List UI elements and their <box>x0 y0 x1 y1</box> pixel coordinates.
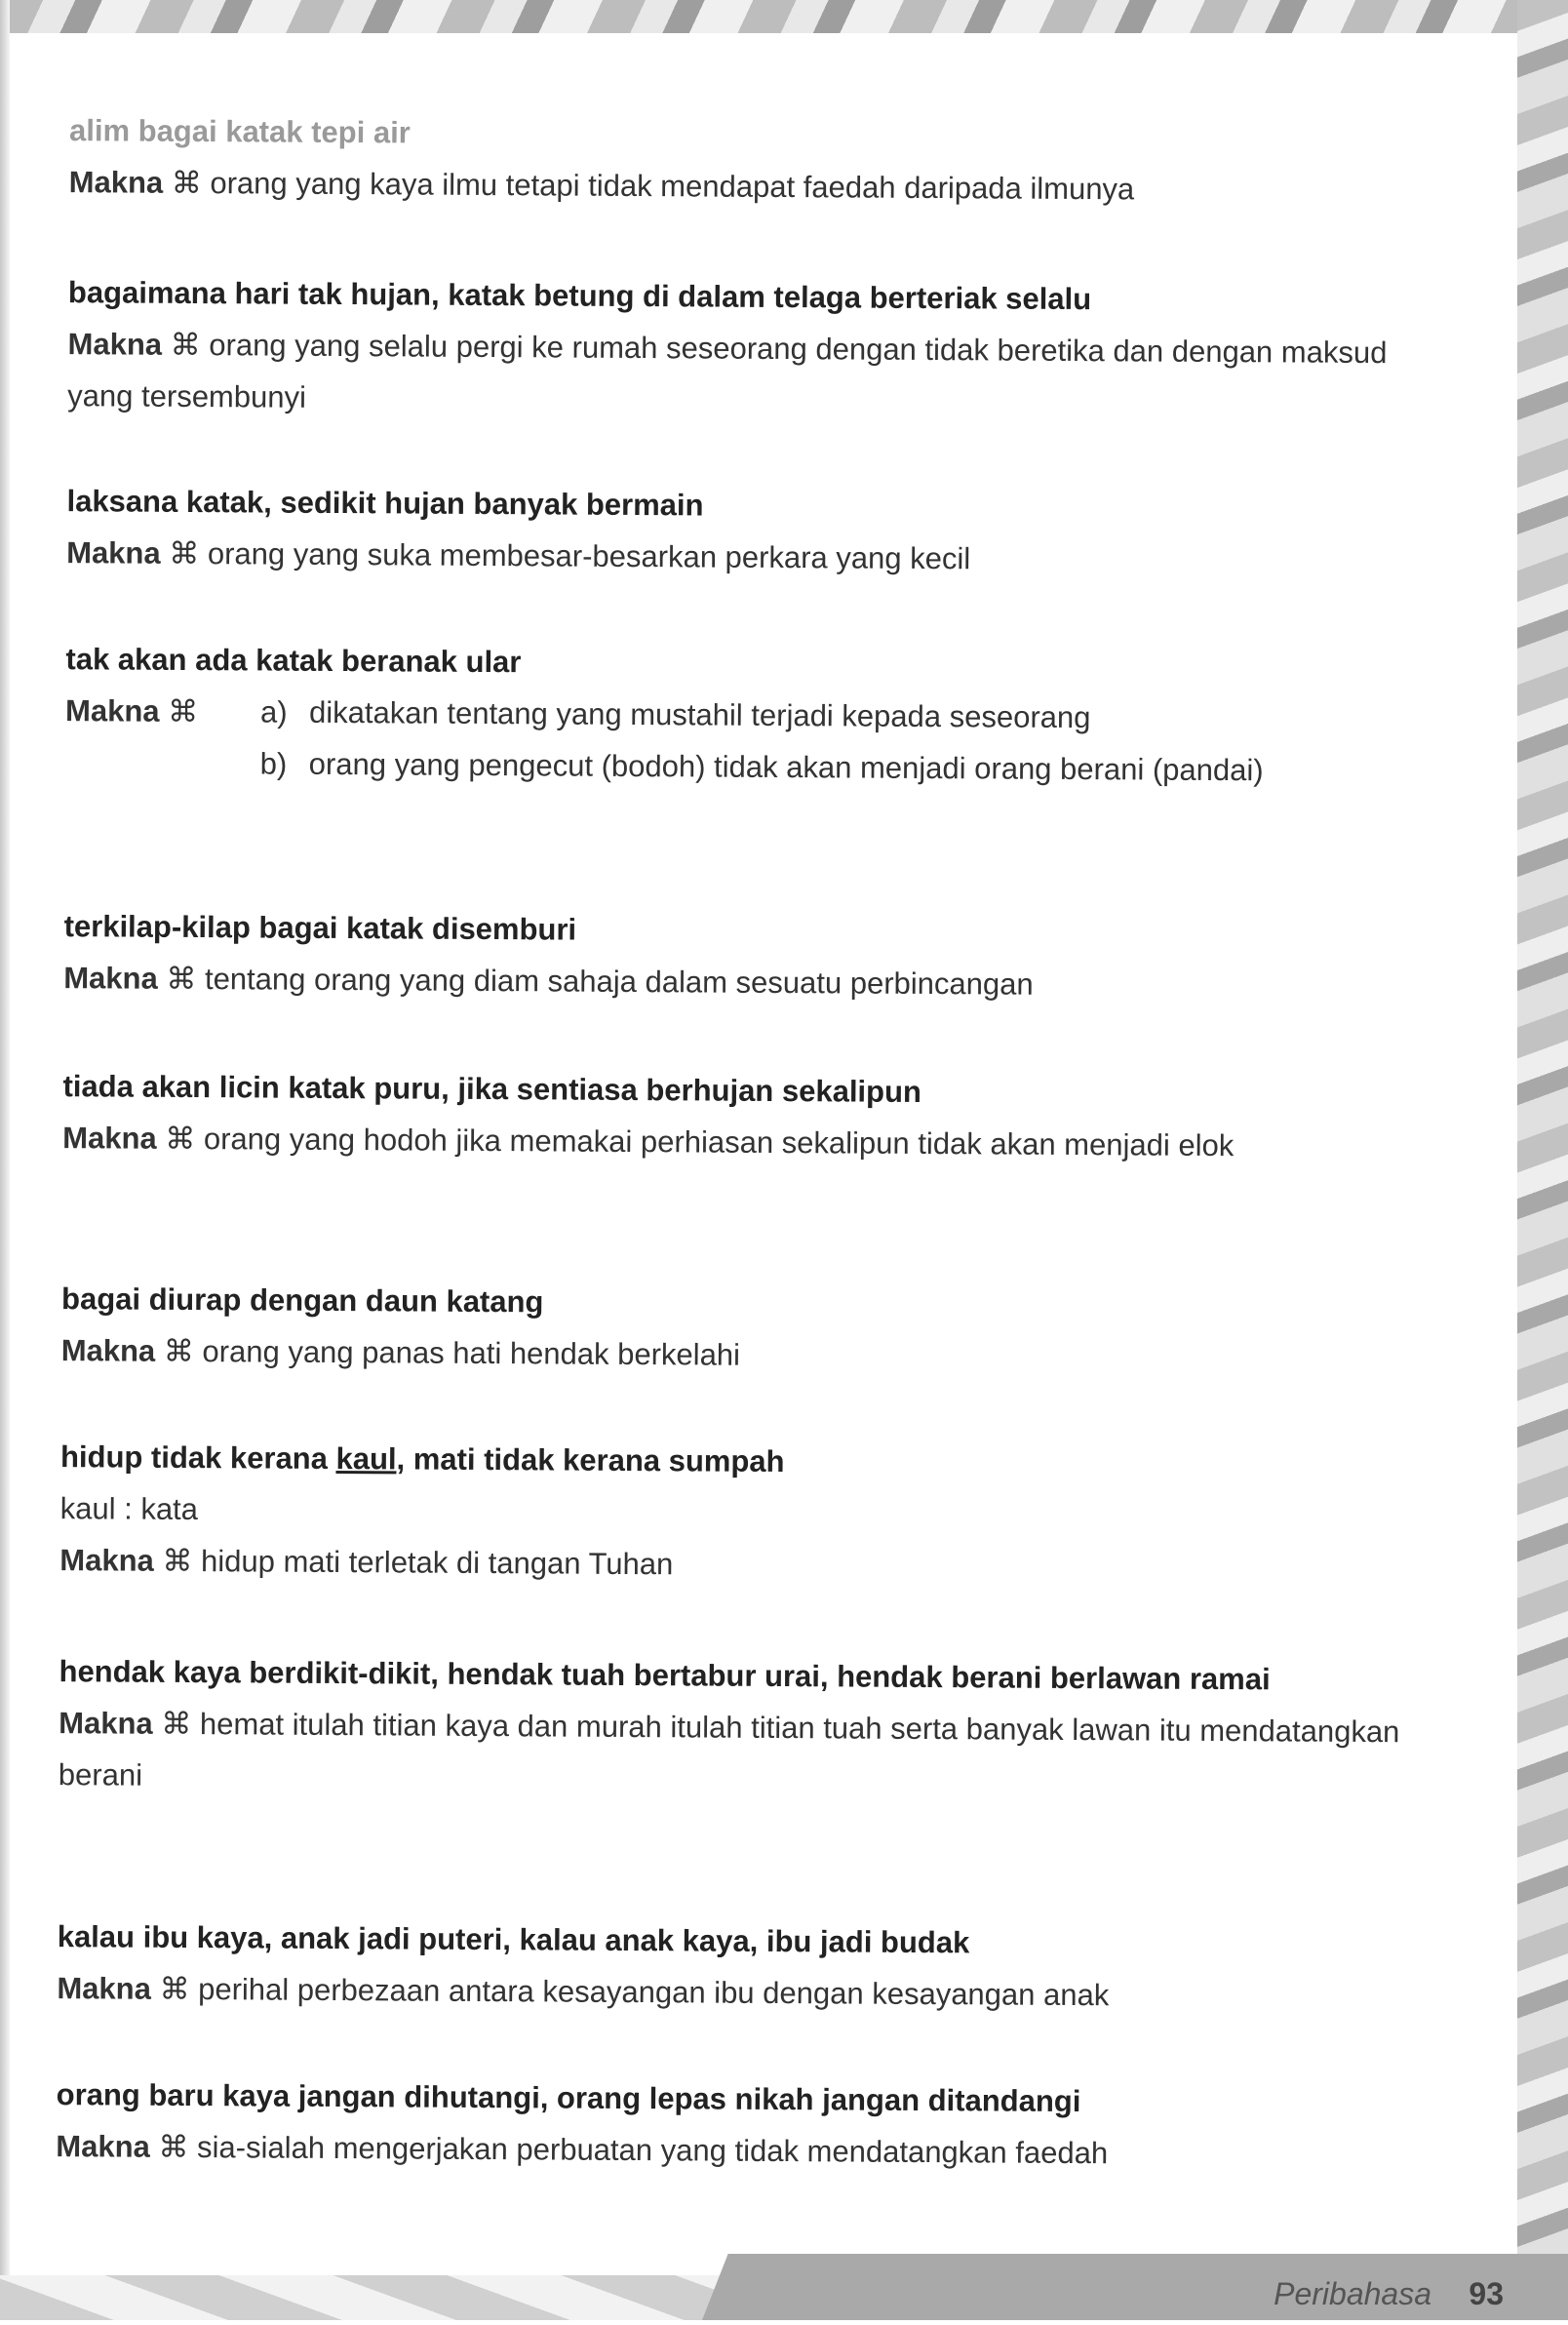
proverb-meaning <box>63 952 1429 1012</box>
proverb-meaning <box>62 1112 1428 1172</box>
proverb-heading: tak akan ada katak beranak ular <box>65 642 522 680</box>
makna-label: Makna <box>56 2129 150 2164</box>
command-symbol-icon: ⌘ <box>161 1706 192 1742</box>
command-symbol-icon: ⌘ <box>166 961 197 997</box>
meaning-item <box>260 737 1431 797</box>
heading-part: hidup tidak kerana <box>59 1439 336 1476</box>
proverb-heading: kalau ibu kaya, anak jadi puteri, kalau anak kaya, ibu jadi budak <box>57 1919 970 1960</box>
makna-label: Makna <box>68 165 164 200</box>
meaning-text: dikatakan tentang yang mustahil terjadi kepada seseorang <box>308 694 1091 735</box>
word-gloss: kaul : kata <box>59 1491 199 1527</box>
makna-label-group <box>65 685 261 789</box>
heading-part: , mati tidak kerana sumpah <box>396 1441 785 1479</box>
meaning-text: sia-sialah mengerjakan perbuatan yang tidak mendatangkan faedah <box>196 2130 1109 2171</box>
proverb-meaning <box>65 685 1431 797</box>
proverb-entry <box>63 900 1430 1012</box>
proverb-entry <box>69 104 1435 217</box>
proverb-meaning <box>67 318 1433 430</box>
proverb-meaning <box>57 1962 1422 2023</box>
command-symbol-icon: ⌘ <box>159 1971 190 2007</box>
proverb-entry <box>61 1273 1428 1385</box>
proverb-meaning <box>61 1324 1427 1385</box>
meaning-list <box>260 686 1431 797</box>
command-symbol-icon: ⌘ <box>165 1121 196 1157</box>
proverb-meaning <box>59 1697 1425 1809</box>
meaning-text: tentang orang yang diam sahaja dalam sesuatu perbincangan <box>204 962 1034 1002</box>
meaning-text: orang yang selalu pergi ke rumah seseorang dengan tidak beretika dan dengan maksud yang tersembunyi <box>67 328 1388 414</box>
proverb-entry <box>67 266 1433 430</box>
makna-label: Makna <box>64 693 160 729</box>
meaning-text: hemat itulah titian kaya dan murah itulah titian tuah serta banyak lawan itu mendatangkan berani <box>58 1707 1400 1793</box>
command-symbol-icon: ⌘ <box>169 535 200 571</box>
proverb-heading: tiada akan licin katak puru, jika sentiasa berhujan sekalipun <box>62 1069 922 1109</box>
proverb-heading: laksana katak, sedikit hujan banyak bermain <box>66 484 704 523</box>
meaning-text: orang yang suka membesar-besarkan perkara yang kecil <box>207 536 971 576</box>
makna-label: Makna <box>67 327 163 362</box>
footer-book-title: Peribahasa <box>1274 2276 1431 2311</box>
proverb-entry <box>59 1431 1426 1595</box>
proverb-heading: alim bagai katak tepi air <box>68 113 411 150</box>
command-symbol-icon: ⌘ <box>171 165 202 201</box>
makna-label: Makna <box>62 1121 157 1156</box>
underlined-word: kaul <box>335 1440 397 1477</box>
proverb-meaning <box>69 156 1434 217</box>
command-symbol-icon: ⌘ <box>170 327 201 363</box>
proverb-meaning <box>66 527 1431 587</box>
proverb-heading <box>60 1431 1426 1491</box>
item-marker: a) <box>259 694 288 729</box>
meaning-text: perihal perbezaan antara kesayangan ibu dengan kesayangan anak <box>198 1972 1110 2013</box>
proverb-entry <box>57 1911 1423 2023</box>
makna-label: Makna <box>66 535 161 571</box>
proverb-entry <box>62 1060 1429 1172</box>
proverb-meaning <box>59 1534 1425 1595</box>
command-symbol-icon: ⌘ <box>158 2129 189 2164</box>
proverb-meaning <box>56 2120 1421 2181</box>
proverb-entry <box>65 633 1431 797</box>
makna-label: Makna <box>63 961 158 996</box>
meaning-text: orang yang kaya ilmu tetapi tidak mendapat faedah daripada ilmunya <box>210 166 1135 207</box>
proverb-heading: bagai diurap dengan daun katang <box>60 1281 544 1320</box>
proverb-entry <box>66 475 1432 587</box>
proverb-entry <box>56 2069 1422 2181</box>
command-symbol-icon: ⌘ <box>163 1333 194 1369</box>
meaning-item <box>260 686 1431 745</box>
makna-label: Makna <box>57 1971 152 2006</box>
command-symbol-icon: ⌘ <box>162 1543 193 1579</box>
proverb-heading: bagaimana hari tak hujan, katak betung di dalam telaga berteriak selalu <box>67 275 1092 317</box>
meaning-text: orang yang hodoh jika memakai perhiasan sekalipun tidak akan menjadi elok <box>203 1122 1235 1163</box>
meaning-text: orang yang pengecut (bodoh) tidak akan menjadi orang berani (pandai) <box>308 746 1264 788</box>
makna-label: Makna <box>59 1543 154 1578</box>
meaning-text: hidup mati terletak di tangan Tuhan <box>200 1544 674 1582</box>
page-number: 93 <box>1469 2276 1504 2311</box>
item-marker: b) <box>259 746 288 781</box>
proverb-heading: orang baru kaya jangan dihutangi, orang lepas nikah jangan ditandangi <box>56 2077 1081 2119</box>
proverb-heading: hendak kaya berdikit-dikit, hendak tuah bertabur urai, hendak berani berlawan ramai <box>59 1654 1271 1697</box>
command-symbol-icon: ⌘ <box>168 693 199 729</box>
proverb-heading: terkilap-kilap bagai katak disemburi <box>63 909 577 947</box>
proverb-entry <box>59 1645 1425 1809</box>
meaning-text: orang yang panas hati hendak berkelahi <box>202 1334 741 1372</box>
makna-label: Makna <box>59 1706 153 1741</box>
makna-label: Makna <box>60 1333 156 1368</box>
